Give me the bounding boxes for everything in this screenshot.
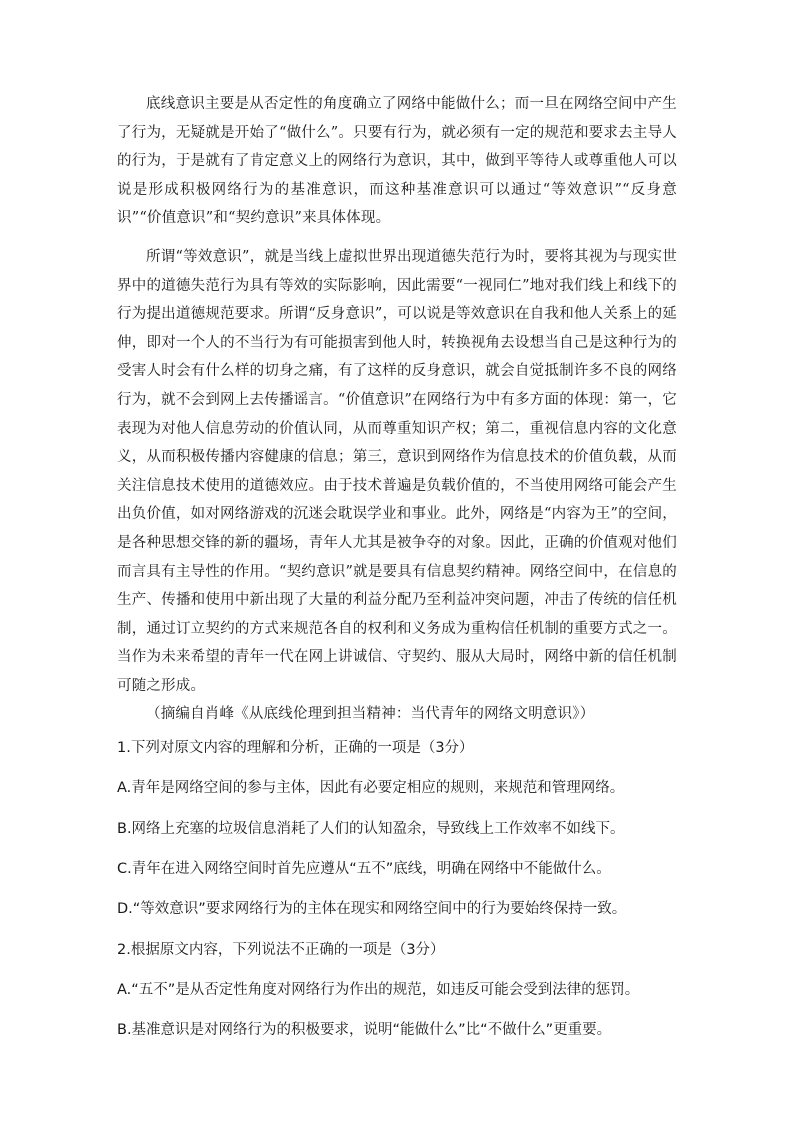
question-2-option-a: A.“五不”是从否定性角度对网络行为作出的规范，如违反可能会受到法律的惩罚。 — [117, 981, 640, 998]
question-1-option-b: B.网络上充塞的垃圾信息消耗了人们的认知盈余，导致线上工作效率不如线下。 — [117, 820, 625, 837]
passage-paragraph-2: 所谓“等效意识”，就是当线上虚拟世界出现道德失范行为时，要将其视为与现实世界中的道德失范行为具有等效的实际影响，因此需要“一视同仁”地对我们线上和线下的行为提出道德规范要求。所谓“反身意识”，可以说是等效意识在自我和他人关系上的延伸，即对一个人的不当行为有可能损害到他人时，转换视角去设想当自己是这种行为的受害人时会有什么样的切身之痛，有了这样的反身意识，就会自觉抵制许多不良的网络行为，就不会到网上去传播谣言。“价值意识”在网络行为中有多方面的体现：第一，它表现为对他人信息劳动的价值认同，从而尊重知识产权；第二，重视信息内容的文化意义，从而积极传播内容健康的信息；第三，意识到网络作为信息技术的价值负载，从而关注信息技术使用的道德效应。由于技术普遍是负载价值的，不当使用网络可能会产生出负价值，如对网络游戏的沉迷会耽误学业和事业。此外，网络是“内容为王”的空间，是各种思想交锋的新的疆场，青年人尤其是被争夺的对象。因此，正确的价值观对他们而言具有主导性的作用。“契约意识”就是要具有信息契约精神。网络空间中，在信息的生产、传播和使用中新出现了大量的利益分配乃至利益冲突问题，冲击了传统的信任机制，通过订立契约的方式来规范各自的权利和义务成为重构信任机制的重要方式之一。当作为未来希望的青年一代在网上讲诚信、守契约、服从大局时，网络中新的信任机制可随之形成。 — [117, 248, 677, 694]
document-page — [117, 90, 677, 1061]
question-1-option-d: D.“等效意识”要求网络行为的主体在现实和网络空间中的行为要始终保持一致。 — [117, 901, 627, 918]
question-2-stem: 2.根据原文内容，下列说法不正确的一项是（3分） — [117, 941, 445, 958]
question-1-stem: 1.下列对原文内容的理解和分析，正确的一项是（3分） — [117, 740, 474, 757]
passage-source: （摘编自肖峰《从底线伦理到担当精神：当代青年的网络文明意识》） — [146, 706, 595, 723]
question-1-option-a: A.青年是网络空间的参与主体，因此有必要定相应的规则，来规范和管理网络。 — [117, 780, 625, 797]
question-1-option-c: C.青年在进入网络空间时首先应遵从“五不”底线，明确在网络中不能做什么。 — [117, 860, 611, 877]
reading-passage — [117, 90, 677, 729]
passage-paragraph-1: 底线意识主要是从否定性的角度确立了网络中能做什么；而一旦在网络空间中产生了行为，无疑就是开始了“做什么”。只要有行为，就必须有一定的规范和要求去主导人的行为，于是就有了肯定意义上的网络行为意识，其中，做到平等待人或尊重他人可以说是形成积极网络行为的基准意识，而这种基准意识可以通过“等效意识”“反身意识”“价值意识”和“契约意识”来具体体现。 — [117, 96, 677, 227]
question-2-option-b: B.基准意识是对网络行为的积极要求，说明“能做什么”比“不做什么”更重要。 — [117, 1022, 612, 1039]
question-list — [117, 739, 677, 1039]
